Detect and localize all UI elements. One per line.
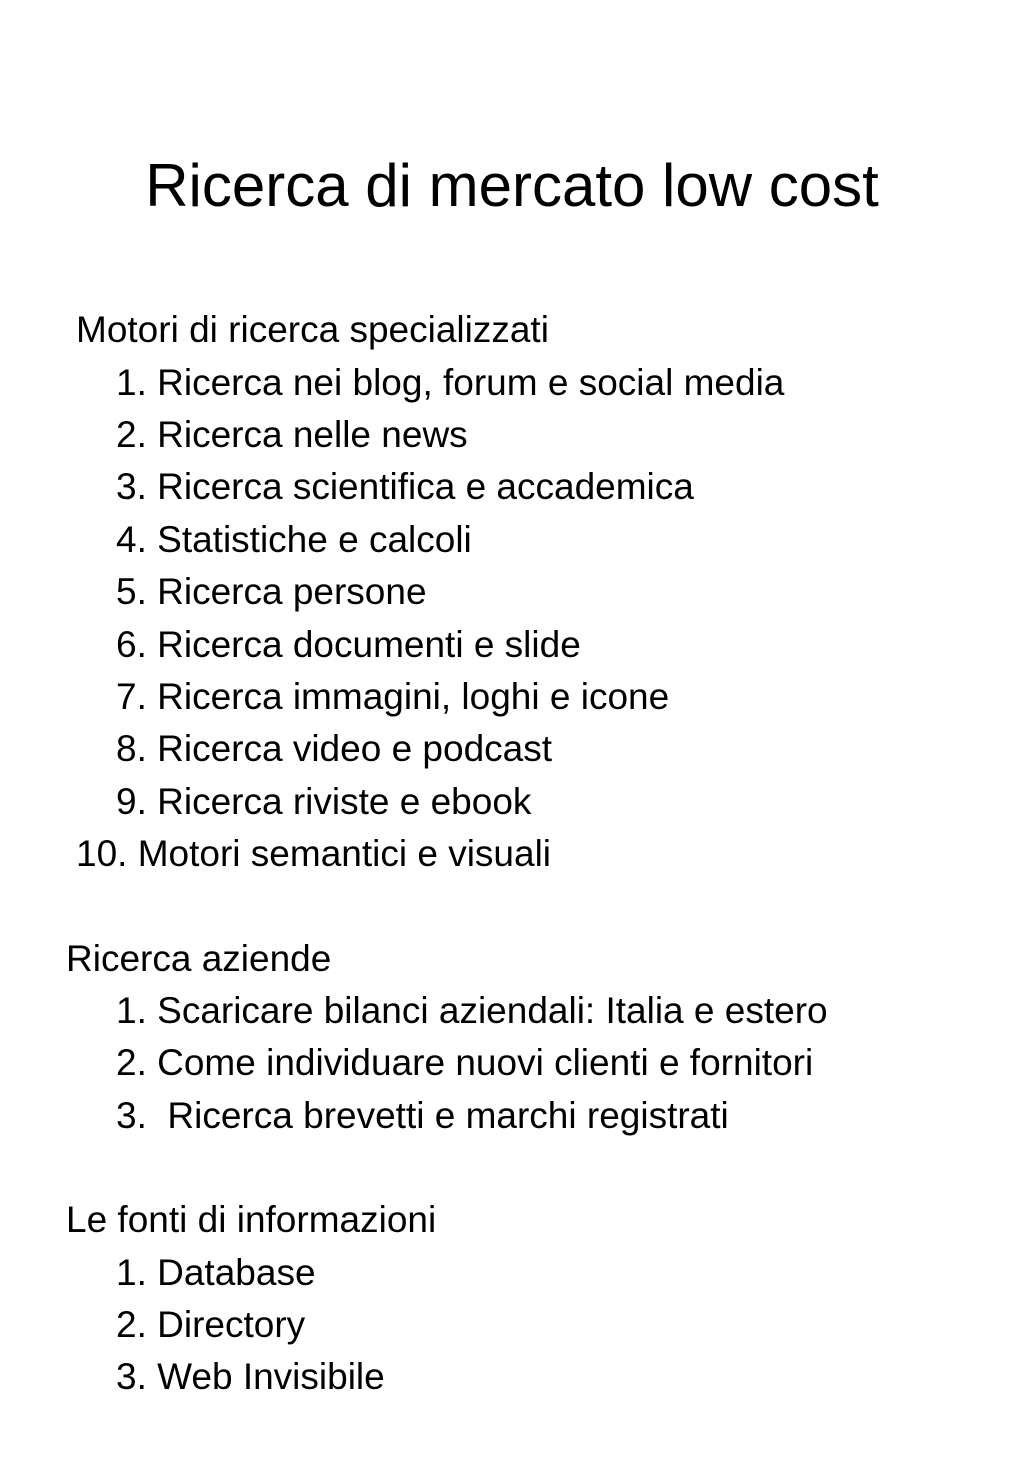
list-item: 8. Ricerca video e podcast xyxy=(116,728,553,769)
list-item: 5. Ricerca persone xyxy=(116,571,427,612)
list-item: 3. Web Invisibile xyxy=(116,1356,385,1397)
list-item: 6. Ricerca documenti e slide xyxy=(116,624,581,665)
list-item: 3. Ricerca scientifica e accademica xyxy=(116,466,694,507)
list-item: 4. Statistiche e calcoli xyxy=(116,519,472,560)
section-heading: Motori di ricerca specializzati xyxy=(76,309,549,350)
list-item: 3. Ricerca brevetti e marchi registrati xyxy=(116,1095,729,1136)
list-item: 7. Ricerca immagini, loghi e icone xyxy=(116,676,670,717)
list-item: 2. Ricerca nelle news xyxy=(116,414,468,455)
page-title: Ricerca di mercato low cost xyxy=(145,152,879,219)
list-item: 2. Come individuare nuovi clienti e fornitori xyxy=(116,1042,814,1083)
section-heading: Le fonti di informazioni xyxy=(66,1199,437,1240)
list-item: 1. Ricerca nei blog, forum e social media xyxy=(116,362,785,403)
list-item: 10. Motori semantici e visuali xyxy=(76,833,552,874)
list-item: 1. Database xyxy=(116,1252,316,1293)
list-item: 1. Scaricare bilanci aziendali: Italia e estero xyxy=(116,990,828,1031)
list-item: 2. Directory xyxy=(116,1304,306,1345)
section-heading: Ricerca aziende xyxy=(66,938,332,979)
list-item: 9. Ricerca riviste e ebook xyxy=(116,781,532,822)
